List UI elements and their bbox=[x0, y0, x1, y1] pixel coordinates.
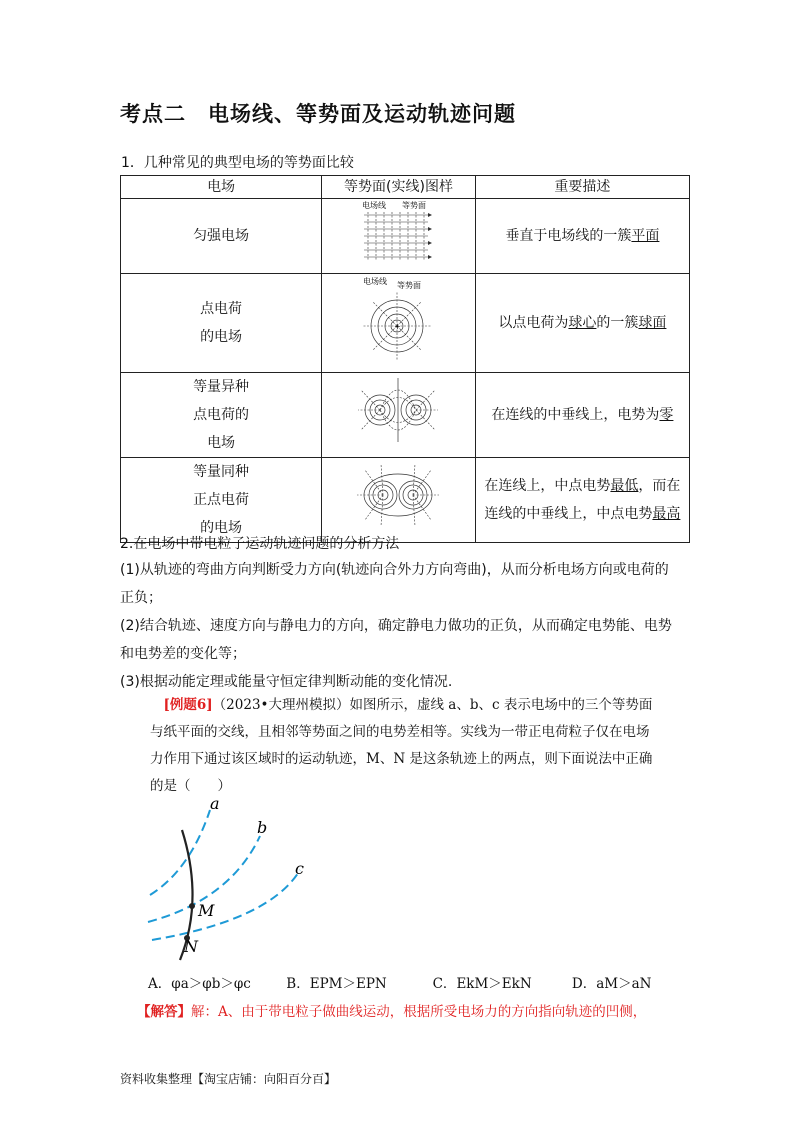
answer-options bbox=[148, 972, 651, 992]
table-row bbox=[121, 373, 690, 458]
option-b[interactable]: B．EPM＞EPN bbox=[286, 976, 387, 992]
answer-explanation: 【解答】解：A、由于带电粒子做曲线运动，根据所受电场力的方向指向轨迹的凹侧， bbox=[137, 1004, 647, 1020]
header-pattern: 等势面(实线)图样 bbox=[322, 176, 476, 199]
row4-field: 等量同种 正点电荷 的电场 bbox=[121, 458, 322, 543]
table-header-row bbox=[121, 176, 690, 199]
svg-text:+: + bbox=[394, 322, 402, 331]
opposite-charges-figure bbox=[353, 375, 443, 445]
label-M: M bbox=[198, 901, 215, 920]
row1-field: 匀强电场 bbox=[121, 199, 322, 274]
svg-text:等势面: 等势面 bbox=[397, 281, 422, 290]
header-description: 重要描述 bbox=[475, 176, 689, 199]
row3-description: 在连线的中垂线上，电势为零 bbox=[475, 373, 689, 458]
like-charges-figure bbox=[353, 460, 443, 530]
page-title: 考点二 电场线、等势面及运动轨迹问题 bbox=[120, 102, 516, 126]
section-1-heading: 1．几种常见的典型电场的等势面比较 bbox=[121, 155, 354, 171]
header-field: 电场 bbox=[121, 176, 322, 199]
option-c[interactable]: C．EkM＞EkN bbox=[432, 976, 532, 992]
trajectory-figure bbox=[140, 800, 330, 965]
option-d[interactable]: D．aM＞aN bbox=[571, 976, 652, 992]
row1-pattern bbox=[322, 199, 476, 274]
row2-field: 点电荷 的电场 bbox=[121, 274, 322, 373]
uniform-field-figure bbox=[358, 199, 438, 263]
label-N: N bbox=[184, 937, 198, 956]
option-a[interactable]: A．φa＞φb＞φc bbox=[148, 976, 251, 992]
footer-source: 资料收集整理【淘宝店铺：向阳百分百】 bbox=[120, 1072, 337, 1086]
label-a: a bbox=[210, 800, 220, 813]
row1-description: 垂直于电场线的一簇平面 bbox=[475, 199, 689, 274]
row2-pattern bbox=[322, 274, 476, 373]
svg-text:电场线: 电场线 bbox=[362, 201, 387, 210]
example-tag: [例题6] bbox=[163, 697, 213, 713]
section-2-heading: 2.在电场中带电粒子运动轨迹问题的分析方法 bbox=[120, 536, 400, 552]
section-2-body: (1)从轨迹的弯曲方向判断受力方向(轨迹向合外力方向弯曲)，从而分析电场方向或电荷的 正负； (2)结合轨迹、速度方向与静电力的方向，确定静电力做功的正负，从而确定电势能、电势 和电势差的变化等； (3)根据动能定理或能量守恒定律判断动能的变化情况. bbox=[120, 562, 672, 690]
table-row bbox=[121, 199, 690, 274]
row2-description: 以点电荷为球心的一簇球面 bbox=[475, 274, 689, 373]
row3-field: 等量异种 点电荷的 电场 bbox=[121, 373, 322, 458]
svg-text:电场线: 电场线 bbox=[363, 277, 388, 286]
table-row bbox=[121, 274, 690, 373]
label-b: b bbox=[257, 818, 268, 837]
row4-description: 在连线上，中点电势最低，而在 连线的中垂线上，中点电势最高 bbox=[475, 458, 689, 543]
example-question: [例题6]（2023•大理州模拟）如图所示，虚线 a、b、c 表示电场中的三个等势面 与纸平面的交线，且相邻等势面之间的电势差相等。实线为一带正电荷粒子仅在电场 力作用下通过该区域时的运动轨迹，M、N 是这条轨迹上的两点，则下面说法中正确 的是（ ） bbox=[150, 697, 653, 794]
point-charge-figure bbox=[353, 274, 443, 362]
label-c: c bbox=[295, 859, 304, 878]
svg-text:等势面: 等势面 bbox=[402, 201, 427, 210]
equipotential-comparison-table bbox=[120, 175, 690, 543]
row3-pattern bbox=[322, 373, 476, 458]
